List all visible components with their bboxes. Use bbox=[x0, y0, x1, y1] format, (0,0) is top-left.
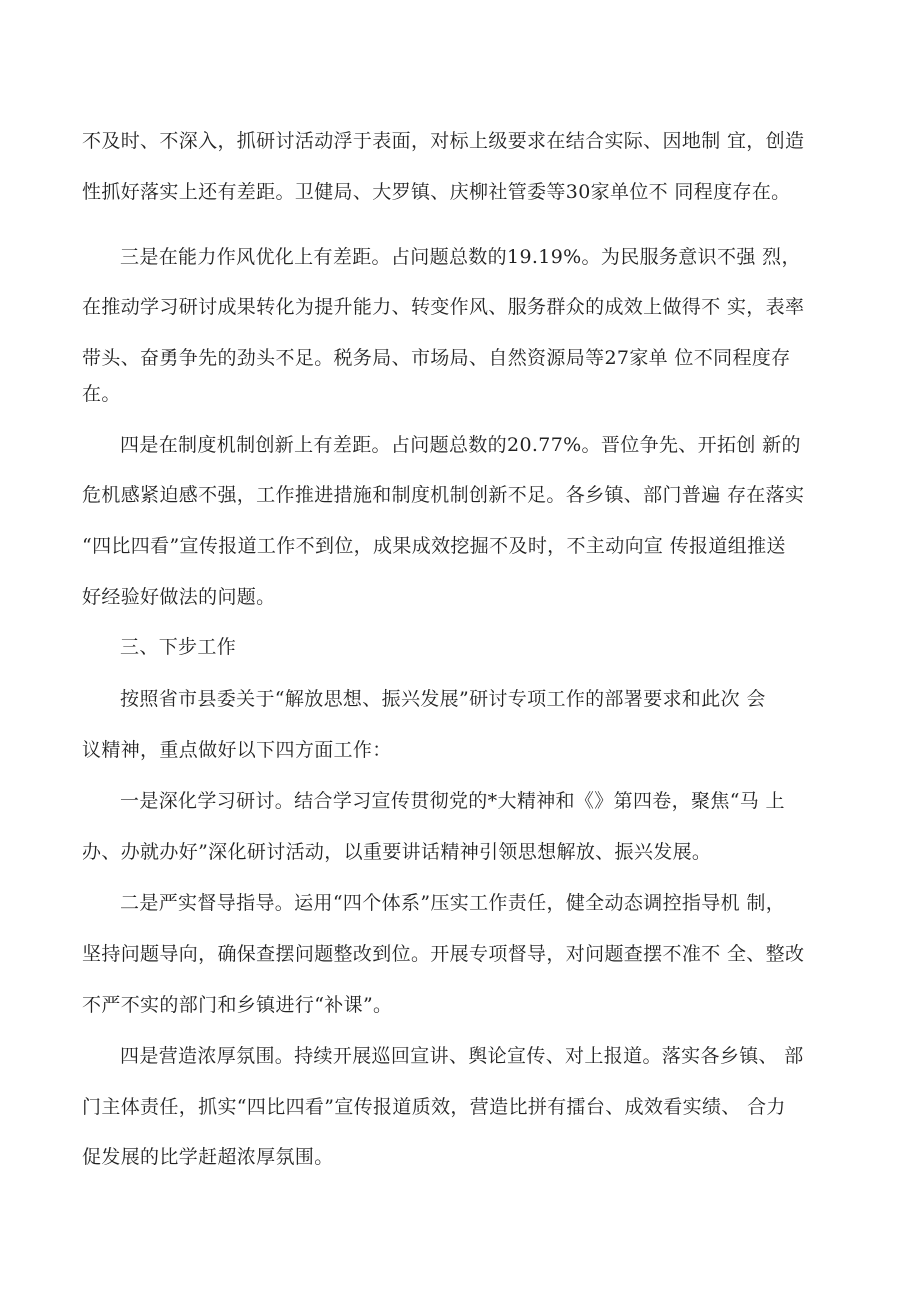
paragraph-line: 在。 bbox=[82, 383, 121, 405]
section-heading: 三、下步工作 bbox=[120, 636, 237, 658]
paragraph-line: 促发展的比学赶超浓厚氛围。 bbox=[82, 1146, 334, 1168]
paragraph-line: 办、办就办好”深化研讨活动，以重要讲话精神引领思想解放、振兴发展。 bbox=[82, 841, 712, 863]
paragraph-line: 门主体责任，抓实“四比四看”宣传报道质效，营造比拼有擂台、成效看实绩、 合力 bbox=[82, 1096, 786, 1118]
paragraph-line: 四是在制度机制创新上有差距。占问题总数的20.77%。晋位争先、开拓创 新的 bbox=[120, 434, 801, 456]
paragraph-line: 在推动学习研讨成果转化为提升能力、转变作风、服务群众的成效上做得不 实，表率 bbox=[82, 296, 805, 318]
paragraph-line: 带头、奋勇争先的劲头不足。税务局、市场局、自然资源局等27家单 位不同程度存 bbox=[82, 347, 791, 369]
paragraph-line: 不及时、不深入，抓研讨活动浮于表面，对标上级要求在结合实际、因地制 宜，创造 bbox=[82, 130, 805, 152]
paragraph-line: 性抓好落实上还有差距。卫健局、大罗镇、庆柳社管委等30家单位不 同程度存在。 bbox=[82, 181, 791, 203]
paragraph-line: 四是营造浓厚氛围。持续开展巡回宣讲、舆论宣传、对上报道。落实各乡镇、 部 bbox=[120, 1045, 804, 1067]
paragraph-line: 一是深化学习研讨。结合学习宣传贯彻党的*大精神和《》第四卷，聚焦“马 上 bbox=[120, 790, 785, 812]
paragraph-line: 按照省市县委关于“解放思想、振兴发展”研讨专项工作的部署要求和此次 会 bbox=[120, 688, 766, 710]
paragraph-line: 好经验好做法的问题。 bbox=[82, 586, 276, 608]
paragraph-line: 二是严实督导指导。运用“四个体系”压实工作责任，健全动态调控指导机 制， bbox=[120, 892, 786, 914]
paragraph-line: 坚持问题导向，确保查摆问题整改到位。开展专项督导，对问题查摆不准不 全、整改 bbox=[82, 943, 805, 965]
paragraph-line: 不严不实的部门和乡镇进行“补课”。 bbox=[82, 994, 393, 1016]
paragraph-line: 议精神，重点做好以下四方面工作： bbox=[82, 739, 392, 761]
paragraph-line: “四比四看”宣传报道工作不到位，成果成效挖掘不及时，不主动向宣 传报道组推送 bbox=[82, 535, 786, 557]
paragraph-line: 危机感紧迫感不强，工作推进措施和制度机制创新不足。各乡镇、部门普遍 存在落实 bbox=[82, 484, 805, 506]
paragraph-line: 三是在能力作风优化上有差距。占问题总数的19.19%。为民服务意识不强 烈， bbox=[120, 246, 801, 268]
